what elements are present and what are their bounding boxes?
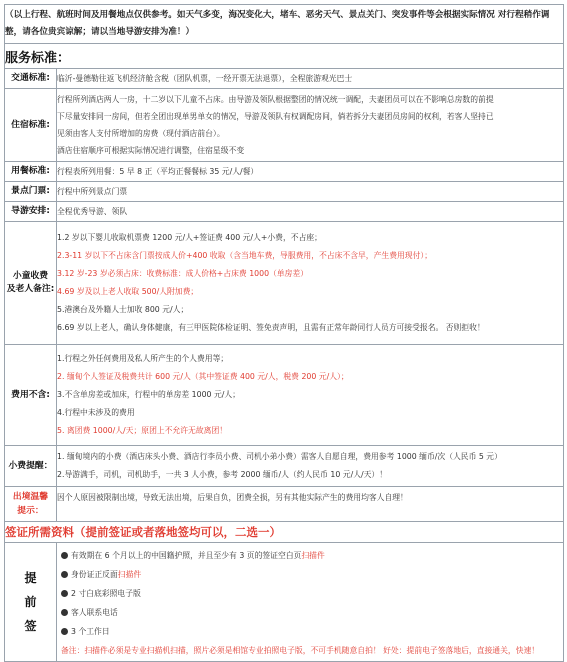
child-label: [5, 222, 57, 345]
visa-item-link: 扫描件: [117, 570, 142, 579]
bullet-icon: [61, 609, 68, 616]
child-row: [5, 222, 564, 345]
visa-item: [61, 546, 559, 565]
hotel-line: 行程所列酒店两人一房，十二岁以下儿童不占床。由导游及领队根据整团的情况统一调配，夫妻团员可以在不影响总房数的前提: [57, 95, 494, 104]
traffic-row: [5, 69, 564, 89]
visa-title: 签证所需资料（提前签证或者落地签均可以，二选一）: [5, 522, 564, 543]
tips-line: 1. 缅甸境内的小费（酒店床头小费、酒店行李员小费、司机小弟小费）需客人自愿自理，费用参考 1000 缅币/次（人民币 5 元）: [57, 452, 502, 461]
meals-label: 用餐标准:: [5, 162, 57, 182]
excluded-line: 5. 离团费 1000/人/天；原团上不允许无故离团！: [57, 426, 228, 435]
guide-label: 导游安排:: [5, 202, 57, 222]
visa-item-text: 2 寸白底彩照电子版: [71, 589, 141, 598]
service-table: [4, 4, 564, 662]
tips-text: [57, 446, 564, 487]
hotel-row: [5, 89, 564, 162]
visa-label: [5, 543, 57, 662]
child-line: 4.69 岁及以上老人收取 500/人附加费；: [57, 287, 199, 296]
child-line: 5.港澳台及外籍人士加收 800 元/人；: [57, 305, 189, 314]
tips-row: [5, 446, 564, 487]
notice-text: （以上行程、航班时间及用餐地点仅供参考。如天气多变，海况变化大，堵车、恶劣天气、景点关门、突发事件等会根据实际情况 对行程稍作调整，请各位贵宾谅解；请以当地导游安排为准！）: [5, 5, 564, 44]
tips-label: 小费提醒：: [5, 446, 57, 487]
tickets-label: 景点门票:: [5, 182, 57, 202]
child-line: 3.12 岁-23 岁必须占床：收费标准：成人价格+占床费 1000（单房差）: [57, 269, 309, 278]
excluded-line: 3.不含单房差或加床，行程中的单房差 1000 元/人；: [57, 390, 241, 399]
meals-text: 行程表所列用餐：5 早 8 正（平均正餐餐标 35 元/人/餐）: [57, 162, 564, 182]
excluded-line: 2. 缅甸个人签证及税费共计 600 元/人（其中签证费 400 元/人，税费 200 元/人）；: [57, 372, 349, 381]
warm-label: [5, 487, 57, 522]
service-title: 服务标准：: [5, 44, 564, 69]
hotel-line: 见须由客人支付所增加的房费（现付酒店前台）。: [57, 129, 225, 138]
child-line: 2.3-11 岁以下不占床含门票按成人价+400 收取（含当地车费，导服费用，不占床不含早，产生费用现付）；: [57, 251, 433, 260]
guide-text: 全程优秀导游、领队: [57, 202, 564, 222]
excluded-line: 1.行程之外任何费用及私人所产生的个人费用等；: [57, 354, 229, 363]
excluded-line: 4.行程中未涉及的费用: [57, 408, 135, 417]
traffic-text: 临沂-曼德勒往返飞机经济舱含税（团队机票，一经开票无法退票），全程旅游观光巴士: [57, 69, 564, 89]
child-label-line: 及老人备注:: [6, 284, 55, 294]
excluded-row: [5, 345, 564, 446]
notice-row: [5, 5, 564, 44]
warm-text: 因个人原因被限制出境，导致无法出境，后果自负，团费全损，另有其他实际产生的费用均客人自理！: [57, 487, 564, 522]
visa-item-text: 3 个工作日: [71, 627, 110, 636]
excluded-text: [57, 345, 564, 446]
tips-line: 2.导游满手，司机，司机助手，一共 3 人小费，参考 2000 缅币/人（约人民币 10 元/人/天）！: [57, 470, 388, 479]
hotel-text: [57, 89, 564, 162]
visa-label-char: 前: [24, 595, 37, 609]
visa-item-link: 扫描件: [301, 551, 325, 560]
hotel-line: 下尽量安排同一房间，但若全团出现单男单女的情况，导游及领队有权调配房间，倘若拆分夫妻团员房间的权利，若客人坚持已: [57, 112, 494, 121]
tickets-text: 行程中所列景点门票: [57, 182, 564, 202]
visa-title-row: [5, 522, 564, 543]
bullet-icon: [61, 590, 68, 597]
visa-item-text: 客人联系电话: [71, 608, 118, 617]
itinerary-page: [4, 4, 563, 653]
visa-item-text: 身份证正反面: [71, 570, 118, 579]
bullet-icon: [61, 628, 68, 635]
bullet-icon: [61, 552, 68, 559]
tickets-row: [5, 182, 564, 202]
meals-row: [5, 162, 564, 182]
child-line: 1.2 岁以下婴儿收取机票费 1200 元/人+签证费 400 元/人+小费，不占座；: [57, 233, 322, 242]
guide-row: [5, 202, 564, 222]
visa-label-char: 签: [24, 619, 37, 633]
warm-label-line: 出境温馨: [12, 492, 49, 502]
child-label-line: 小童收费: [12, 271, 49, 281]
warm-label-line: 提示：: [17, 506, 44, 516]
hotel-label: 住宿标准:: [5, 89, 57, 162]
visa-item-text: 有效期在 6 个月以上的中国籍护照，并且至少有 3 页的签证空白页: [71, 551, 302, 560]
visa-item: [61, 622, 559, 641]
visa-item: [61, 584, 559, 603]
visa-content: [57, 543, 564, 662]
visa-item: [61, 603, 559, 622]
visa-row: [5, 543, 564, 662]
visa-label-char: 提: [24, 571, 37, 585]
visa-item: [61, 565, 559, 584]
warm-row: [5, 487, 564, 522]
bullet-icon: [61, 571, 68, 578]
service-title-row: [5, 44, 564, 69]
child-line: 6.69 岁以上老人，确认身体健康，有三甲医院体检证明、签免责声明，且需有正常年龄同行人员方可接受报名。 否则拒收！: [57, 323, 485, 332]
hotel-line: 酒店住宿顺序可根据实际情况进行调整，住宿星级不变: [57, 146, 245, 155]
child-text: [57, 222, 564, 345]
visa-remark: 备注：扫描件必须是专业扫描机扫描，照片必须是相馆专业拍照电子版，不可手机随意自拍！ 好处：提前电子签落地后，直接通关，快速！: [61, 646, 540, 655]
traffic-label: 交通标准:: [5, 69, 57, 89]
excluded-label: 费用不含:: [5, 345, 57, 446]
